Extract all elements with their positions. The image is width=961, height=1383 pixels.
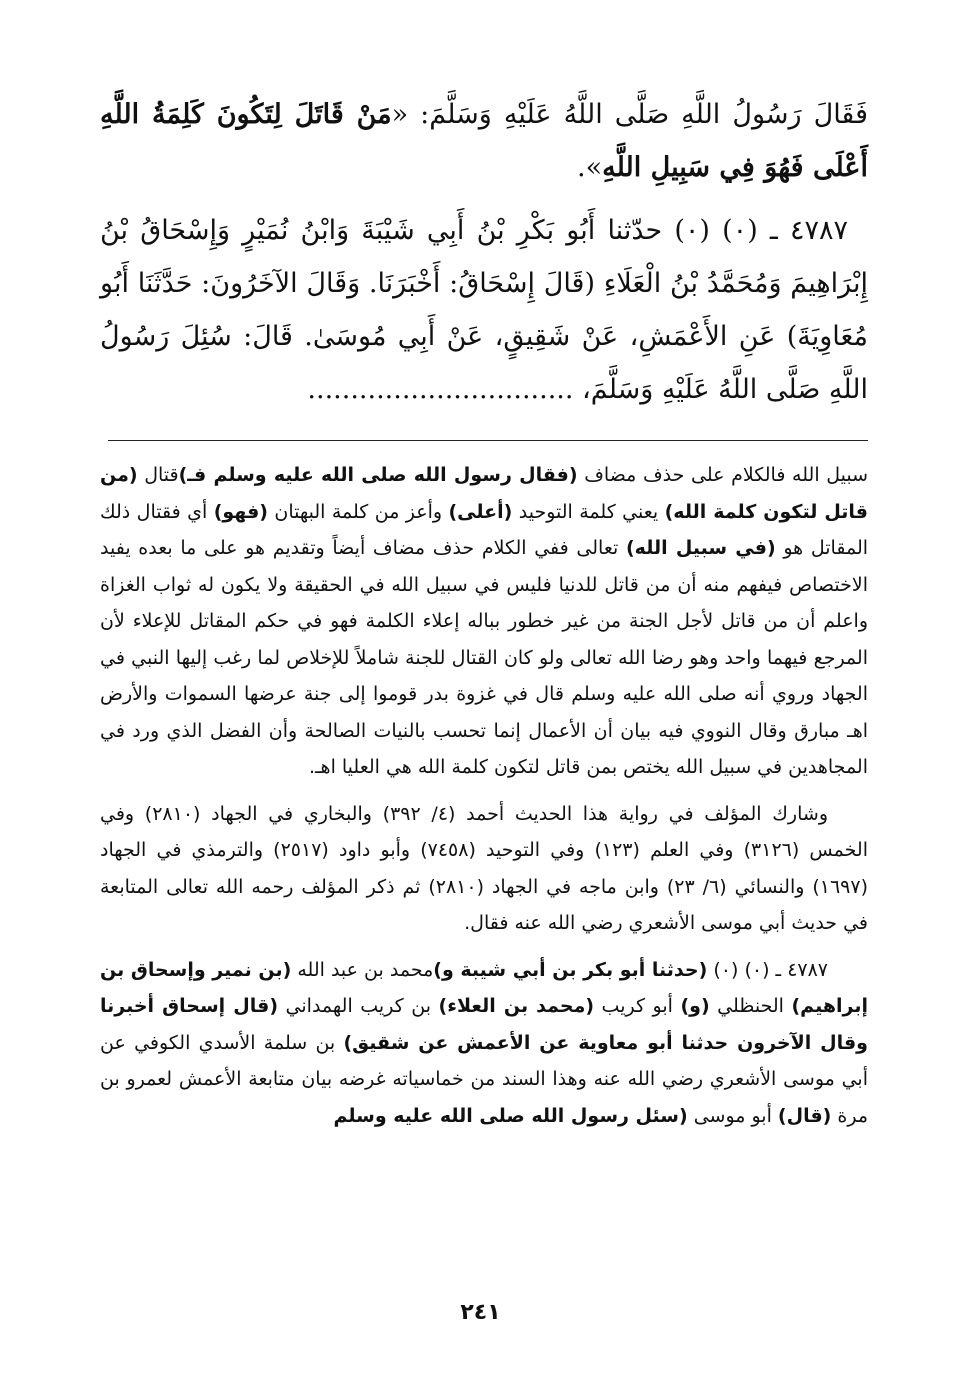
p1-run-10: تعالى ففي الكلام حذف مضاف أيضاً وتقديم هو على ما بعده يفيد الاختصاص فيفهم منه أن من قاتل للدنيا فليس في سبيل الله في الحقيقة ولا يكون له ثواب الغزاة واعلم أن من قاتل لأجل الجنة من غير خطور بباله إعلاء الكلمة فهو في حكم المقاتل للإعلاء لأن المرجع فيهما واحد وهو رضا الله تعالى ولو كان القتال للجنة شاملاً للإخلاص لما رغب إليها النبي في الجهاد وروي أنه صلى الله عليه وسلم قال في غزوة بدر قوموا إلى جنة عرضها السموات والأرض اهـ مبارق وقال النووي فيه بيان أن الأعمال إنما تحسب بالنيات الصالحة وأن الفضل الذي ورد في المجاهدين في سبيل الله يختص بمن قاتل لتكون كلمة الله هي العليا اهـ. [100, 537, 868, 778]
p3-run-2: محمد بن عبد الله [291, 958, 434, 981]
p3-run-12: أبو موسى [687, 1104, 778, 1127]
p3-run-7: (محمد بن العلاء) [438, 995, 595, 1017]
footnote-divider [108, 440, 868, 441]
p3-run-1: (حدثنا أبو بكر بن أبي شيبة و) [433, 958, 708, 981]
p3-run-13: (سئل رسول الله صلى الله عليه وسلم [333, 1104, 688, 1127]
main-paragraph-2: ٤٧٨٧ ـ (٠) (٠) حدّثنا أَبُو بَكْرِ بْنُ أَبِي شَيْبَةَ وَابْنُ نُمَيْرٍ وَإِسْحَاقُ بْنُ إِبْرَاهِيمَ وَمُحَمَّدُ بْنُ الْعَلَاءِ (قَالَ إِسْحَاقُ: أَخْبَرَنَا. وَقَالَ الآخَرُونَ: حَدَّثَنَا أَبُو مُعَاوِيَةَ) عَنِ الأَعْمَشِ، عَنْ شَقِيقٍ، عَنْ أَبِي مُوسَىٰ. قَالَ: سُئِلَ رَسُولُ اللَّهِ صَلَّى اللَّهُ عَلَيْهِ وَسَلَّمَ، ............................... [100, 215, 868, 405]
hadith-text [100, 88, 868, 416]
main-paragraph-1-close: ». [577, 152, 603, 183]
main-paragraph-1-quote: مَنْ قَاتَلَ لِتَكُونَ كَلِمَةُ اللَّهِ أَعْلَى فَهُوَ فِي سَبِيلِ اللَّهِ [100, 99, 868, 183]
p3-run-3: (بن نمير وإسحاق بن إبراهيم) [100, 958, 868, 1017]
main-paragraph-1 [100, 88, 868, 194]
p1-run-6: وأعز من كلمة البهتان [267, 500, 449, 523]
p3-run-6: أبو كريب [594, 995, 681, 1017]
p1-run-5: (أعلى) [448, 500, 513, 523]
p1-run-1: (فقال رسول الله صلى الله عليه وسلم فـ) [178, 464, 578, 486]
p1-run-8: أي فقتال ذلك المقاتل هو [100, 500, 869, 559]
p3-run-5: (و) [680, 995, 710, 1017]
p3-run-9: (قال إسحاق أخبرنا وقال الآخرون حدثنا أبو معاوية عن الأعمش عن شقيق) [100, 995, 868, 1054]
p1-run-9: (في سبيل الله) [626, 537, 776, 559]
p3-run-4: الحنظلي [709, 995, 792, 1017]
commentary-text [100, 457, 868, 1134]
commentary-paragraph-3 [100, 952, 868, 1135]
main-paragraph-1-intro: فَقَالَ رَسُولُ اللَّهِ صَلَّى اللَّهُ عَلَيْهِ وَسَلَّمَ: « [391, 99, 868, 130]
p3-run-0: ٤٧٨٧ ـ (٠) (٠) [707, 958, 829, 981]
page-number: ٢٤١ [460, 1300, 501, 1325]
p1-run-2: قتال [137, 464, 179, 486]
commentary-paragraph-2: وشارك المؤلف في رواية هذا الحديث أحمد (٤/ ٣٩٢) والبخاري في الجهاد (٢٨١٠) وفي الخمس (٣١٢٦) وفي العلم (١٢٣) وفي التوحيد (٧٤٥٨) وأبو داود (٢٥١٧) والترمذي في الجهاد (١٦٩٧) والنسائي (٦/ ٢٣) وابن ماجه في الجهاد (٢٨١٠) ثم ذكر المؤلف رحمه الله تعالى المتابعة في حديث أبي موسى الأشعري رضي الله عنه فقال. [100, 802, 868, 934]
p1-run-4: يعني كلمة التوحيد [512, 500, 665, 523]
commentary-paragraph-1 [100, 457, 868, 786]
p3-run-11: (قال) [777, 1104, 832, 1127]
p3-run-8: بن كريب الهمداني [278, 995, 439, 1017]
p1-run-0: سبيل الله فالكلام على حذف مضاف [577, 464, 869, 486]
book-page [100, 88, 868, 1348]
p3-run-10: بن سلمة الأسدي الكوفي عن أبي موسى الأشعري رضي الله عنه وهذا السند من خماسياته غرضه بيان متابعة الأعمش لعمرو بن مرة [100, 1031, 868, 1127]
p1-run-3: (من قاتل لتكون كلمة الله) [100, 464, 868, 523]
p1-run-7: (فهو) [213, 500, 268, 523]
